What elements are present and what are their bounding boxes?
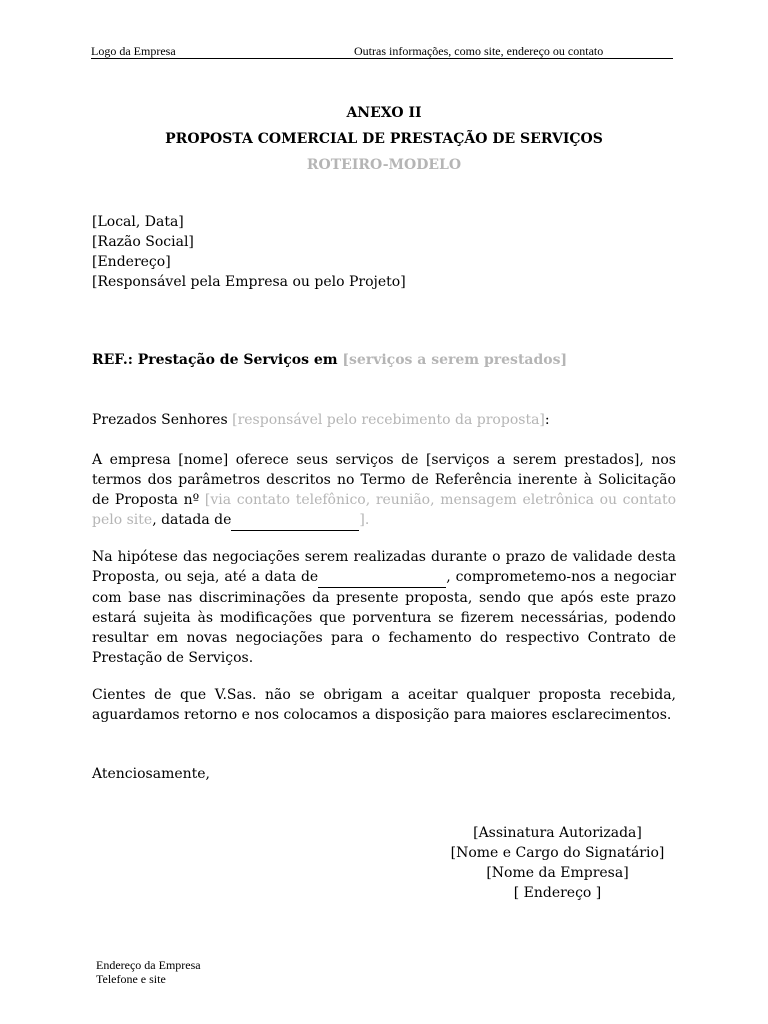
paragraph-offer-dated: , datada de <box>152 512 232 528</box>
signature-company: [Nome da Empresa] <box>486 865 629 881</box>
date-blank-line <box>231 510 359 531</box>
paragraph-offer-text: A empresa [nome] oferece seus serviços de [serviços a serem prestados], nos termos dos parâmetros descritos no Termo de Referência inerente à Solicitação de Proposta nº <box>92 452 676 508</box>
paragraph-validity <box>92 547 676 668</box>
signature-block <box>430 823 685 903</box>
address-block <box>92 212 406 292</box>
reference-placeholder: [serviços a serem prestados] <box>342 352 568 368</box>
paragraph-closing: Cientes de que V.Sas. não se obrigam a aceitar qualquer proposta recebida, aguardamos retorno e nos colocamos a disposição para maiores esclarecimentos. <box>92 687 676 723</box>
signature-address: [ Endereço ] <box>513 885 602 901</box>
reference-label: REF.: Prestação de Serviços em <box>92 352 338 368</box>
greeting-text: Prezados Senhores <box>92 412 228 428</box>
paragraph-offer-placeholder: [via contato telefônico, reunião, mensagem eletrônica ou contato pelo site <box>92 492 676 528</box>
paragraph-validity-start: Na hipótese das negociações serem realizadas durante o prazo de validade desta Proposta, ou seja, até a data de <box>92 549 676 585</box>
address-local-date: [Local, Data] <box>92 214 184 230</box>
paragraph-validity-end: , comprometemo-nos a negociar com base nas discriminações da presente proposta, sendo que após este prazo estará sujeita às modificações que porventura se fizerem necessárias, podendo resultar em novas negociações para o fechamento do respectivo Contrato de Prestação de Serviços. <box>92 569 676 666</box>
page-footer <box>96 958 201 986</box>
document-title: PROPOSTA COMERCIAL DE PRESTAÇÃO DE SERVIÇOS <box>165 131 603 147</box>
header-logo-text: Logo da Empresa <box>91 44 176 58</box>
paragraph-offer <box>92 450 676 531</box>
header-info-text: Outras informações, como site, endereço ou contato <box>354 44 604 58</box>
document-titles <box>91 104 677 182</box>
annex-title: ANEXO II <box>346 105 422 121</box>
greeting-line <box>92 410 550 430</box>
address-company-name: [Razão Social] <box>92 234 194 250</box>
address-address: [Endereço] <box>92 254 171 270</box>
signature-name-role: [Nome e Cargo do Signatário] <box>450 845 665 861</box>
greeting-suffix: : <box>544 412 550 428</box>
signature-authorized: [Assinatura Autorizada] <box>473 825 642 841</box>
page-header <box>91 44 673 59</box>
validity-date-blank-line <box>318 567 446 588</box>
greeting-placeholder: [responsável pelo recebimento da proposta] <box>232 412 545 428</box>
footer-contact: Telefone e site <box>96 972 166 986</box>
footer-address: Endereço da Empresa <box>96 958 201 972</box>
reference-line <box>92 350 567 370</box>
document-subtitle: ROTEIRO-MODELO <box>306 157 462 173</box>
address-responsible: [Responsável pela Empresa ou pelo Projeto] <box>92 274 406 290</box>
paragraph-offer-end: ]. <box>359 512 370 528</box>
closing-salutation: Atenciosamente, <box>92 766 211 782</box>
